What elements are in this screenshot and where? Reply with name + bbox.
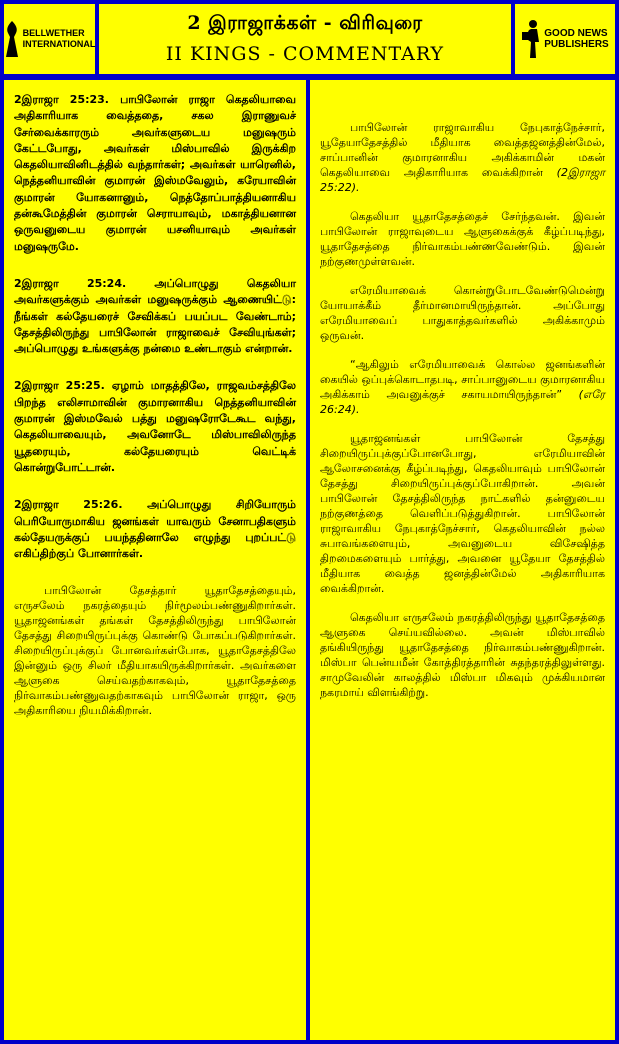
commentary-p4-ref: (எரே 26:24).	[320, 388, 605, 416]
bellwether-logo	[4, 4, 95, 74]
verse-25-23: 2இராஜா 25:23. பாபிலோன் ராஜா கெதலியாவை அதிகாரியாக வைத்ததை, சகல இராணுவச் சேர்வைக்காரரும் அவர்களுடைய மனுஷரும் கேட்டபோது, அவர்கள் மிஸ்பாவில் இருக்கிற கெதலியாவினிடத்தில் வந்தார்கள்; அவர்கள் யாரெனில், நெத்தனியாவின் குமாரன் இஸ்மவேலும், கரேயாவின் குமாரன் யோகனானும், நெத்தோப்பாத்தியனாகிய தன்கூமேத்தின் குமாரன் செராயாவும், மகாத்தியனான ஒருவனுடைய குமாரன் யசனியாவும் அவர்கள் மனுஷருமே.	[14, 93, 296, 253]
commentary-p4-text: “ஆகிலும் எரேமியாவைக் கொல்ல ஜனங்களின் கையில் ஒப்புக்கொடாதபடி, சாப்பானுடைய குமாரனாகிய அகிக்காம் அவனுக்குச் சகாயமாயிருந்தான்”	[320, 358, 605, 401]
commentary-p1-ref: (2இராஜா 25:22).	[320, 166, 605, 194]
commentary-p1-text: பாபிலோன் ராஜாவாகிய நேபுகாத்நேச்சார், யூதேயாதேசத்தில் மீதியாக வைத்தஜனத்தின்மேல், சாப்பானின் குமாரனாகிய அகிக்காமின் மகன் கெதலியாவை அதிகாரியாக வைக்கிறான்	[320, 121, 605, 179]
verse-25-24: 2இராஜா 25:24. அப்பொழுது கெதலியா அவர்களுக்கும் அவர்கள் மனுஷருக்கும் ஆணையிட்டு: நீங்கள் கல்தேயரைச் சேவிக்கப் பயப்பட வேண்டாம்; தேசத்திலிருந்து பாபிலோன் ராஜாவைச் சேவியுங்கள்; அப்பொழுது உங்களுக்கு நன்மை உண்டாகும் என்றான்.	[14, 276, 296, 356]
commentary-p5: யூதாஜனங்கள் பாபிலோன் தேசத்து சிறையிருப்புக்குப்போனபோது, எரேமியாவின் ஆலோசனைக்கு கீழ்ப்படிந்து, கெதலியாவும் பாபிலோன் தேசத்து சிறையிருப்புக்குப்போகிறான். அவன் பாபிலோன் தேசத்திலிருந்த நாட்களில் தன்னுடைய நற்குணத்தை வெளிப்படுத்துகிறான். பாபிலோன் ராஜாவாகிய நேபுகாத்நேச்சார், கெதலியாவின் நல்ல சுபாவங்களையும், அவனுடைய விசேஷித்த திறமைகளையும் பார்த்து, அவனை யூதேயா தேசத்தில் மீதியாக வைத்த ஜனத்தின்மேல் அதிகாரியாக வைக்கிறான்.	[320, 432, 605, 595]
logo-left-line2: INTERNATIONAL	[22, 39, 96, 49]
commentary-p4	[320, 357, 605, 417]
title-tamil: 2 இராஜாக்கள் - விரிவுரை	[187, 12, 423, 34]
commentary-p1	[320, 120, 605, 195]
bellwether-ram-icon	[4, 19, 20, 59]
verse-25-26: 2இராஜா 25:26. அப்பொழுது சிறியோரும் பெரியோருமாகிய ஜனங்கள் யாவரும் சேனாபதிகளும் கல்தேயருக்குப் பயந்ததினாலே எழுந்து புறப்பட்டு எகிப்திற்குப் போனார்கள்.	[14, 498, 296, 561]
right-column	[310, 80, 615, 1040]
commentary-p3: எரேமியாவைக் கொன்றுபோடவேண்டுமென்று யோயாக்கீம் தீர்மானமாயிருந்தான். அப்போது எரேமியாவைப் பாதுகாத்தவர்களில் அகிக்காமும் ஒருவன்.	[320, 284, 605, 342]
news-figure-icon	[521, 18, 541, 60]
title-english: II KINGS - COMMENTARY	[165, 43, 445, 65]
logo-left-line1: BELLWETHER	[22, 28, 85, 38]
verse-25-25: 2இராஜா 25:25. ஏழாம் மாதத்திலே, ராஜவம்சத்திலே பிறந்த எலிசாமாவின் குமாரனாகிய நெத்தனியாவின் குமாரன் இஸ்மவேல் பத்து மனுஷரோடேகூட வந்து, கெதலியாவையும், அவனோடே மிஸ்பாவிலிருந்த யூதரையும், கல்தேயரையும் வெட்டிக் கொன்றுபோட்டான்.	[14, 379, 296, 474]
good-news-logo	[515, 4, 615, 74]
commentary-p2: கெதலியா யூதாதேசத்தைச் சேர்ந்தவன். இவன் பாபிலோன் ராஜாவுடைய ஆளுகைக்குக் கீழ்ப்படிந்து, யூதாதேசத்தை நிர்வாகம்பண்ணவேண்டும். இவன் நற்குணமுள்ளவன்.	[320, 210, 605, 268]
left-column	[4, 80, 306, 1040]
logo-right-line2: PUBLISHERS	[544, 39, 609, 50]
title-banner	[99, 4, 511, 74]
commentary-paragraph: பாபிலோன் தேசத்தார் யூதாதேசத்தையும், எருசலேம் நகரத்தையும் நிர்மூலம்பண்ணுகிறார்கள். யூதாஜனங்கள் தங்கள் தேசத்திலிருந்து பாபிலோன் தேசத்து சிறையிருப்புக்கு கொண்டு போகப்படுகிறார்கள். சிறையிருப்புக்குப் போனவர்கள்போக, யூதாதேசத்திலே இன்னும் ஒரு சிலர் மீதியாகயிருக்கிறார்கள். அவர்களை ஆளுகை செய்வதற்காகவும், யூதாதேசத்தை நிர்வாகம்பண்ணுவதற்காகவும் பாபிலோன் ராஜா, ஒரு அதிகாரியை நியமிக்கிறான்.	[14, 584, 296, 718]
logo-right-line1: GOOD NEWS	[544, 28, 608, 39]
commentary-p6: கெதலியா எருசலேம் நகரத்திலிருந்து யூதாதேசத்தை ஆளுகை செய்யவில்லை. அவன் மிஸ்பாவில் தங்கியிருந்து யூதாதேசத்தை நிர்வாகம்பண்ணுகிறான். மிஸ்பா பென்யமீன் கோத்திரத்தாரின் சுதந்தரத்திலுள்ளது. சாமுவேலின் காலத்தில் மிஸ்பா மிகவும் முக்கியமான நகரமாய் விளங்கிற்று.	[320, 611, 605, 699]
